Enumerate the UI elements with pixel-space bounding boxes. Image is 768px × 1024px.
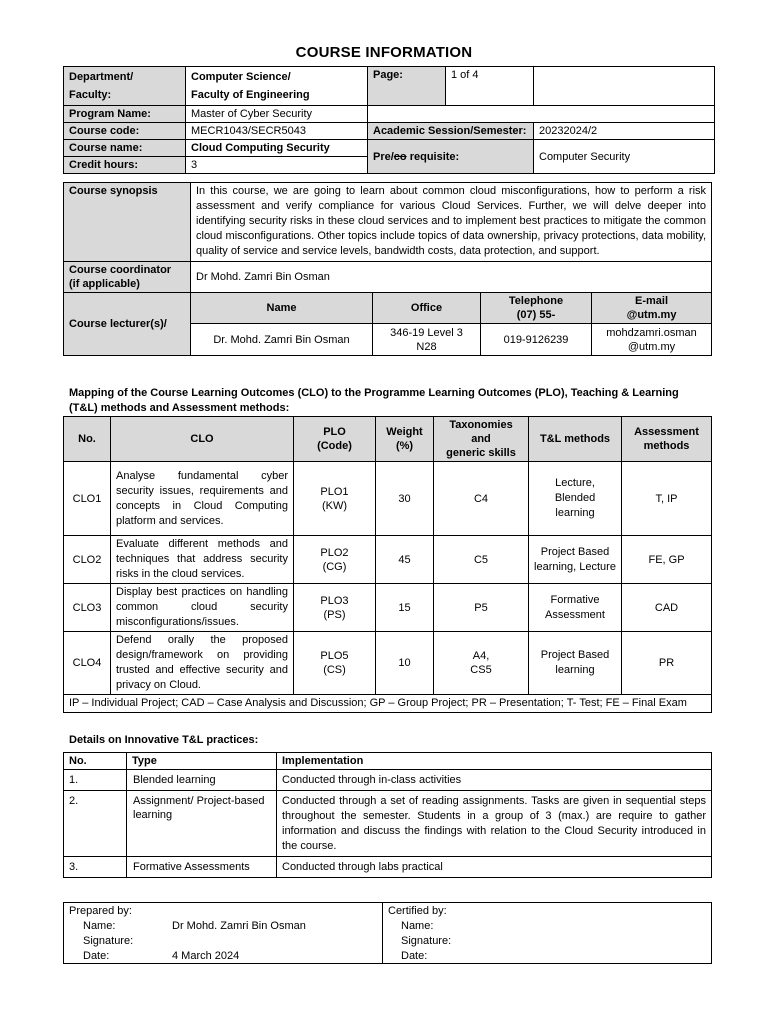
innovative-row xyxy=(64,791,712,857)
clo-mapping-table xyxy=(63,416,712,713)
clo-text: Display best practices on handling common cloud security misconfigurations/issues. xyxy=(111,584,294,632)
lecturer-col-office: Office xyxy=(373,293,481,324)
prepared-label: Prepared by: xyxy=(69,905,132,917)
certified-date-label: Date: xyxy=(401,950,428,962)
lecturer-name: Dr. Mohd. Zamri Bin Osman xyxy=(191,324,373,356)
clo-assessment: FE, GP xyxy=(622,536,712,584)
clo-taxonomy: P5 xyxy=(434,584,529,632)
prepared-signature-label: Signature: xyxy=(83,935,134,947)
inno-col-implementation: Implementation xyxy=(277,753,712,770)
clo-no: CLO3 xyxy=(64,584,111,632)
lecturer-email: mohdzamri.osman @utm.my xyxy=(592,324,712,356)
clo-tl-method: Project Based learning, Lecture xyxy=(529,536,622,584)
prepared-name-value: Dr Mohd. Zamri Bin Osman xyxy=(172,920,306,932)
inno-col-no: No. xyxy=(64,753,127,770)
innovative-row xyxy=(64,857,712,878)
inno-implementation: Conducted through a set of reading assignments. Tasks are given in sequential steps throughout the semester. Students in a group of 3 (max.) are require to gather information and discuss the findings with relation to the Cloud Security introduced in the course. xyxy=(277,791,712,857)
certified-label: Certified by: xyxy=(388,905,447,917)
col-weight: Weight (%) xyxy=(376,417,434,462)
clo-assessment: PR xyxy=(622,632,712,695)
course-name-label: Course name: xyxy=(64,140,186,157)
lecturer-col-telephone: Telephone (07) 55- xyxy=(481,293,592,324)
program-label: Program Name: xyxy=(64,106,186,123)
clo-weight: 10 xyxy=(376,632,434,695)
clo-taxonomy: A4, CS5 xyxy=(434,632,529,695)
course-code-label: Course code: xyxy=(64,123,186,140)
clo-row xyxy=(64,462,712,536)
signoff-box xyxy=(63,902,712,964)
inno-col-type: Type xyxy=(127,753,277,770)
clo-no: CLO2 xyxy=(64,536,111,584)
clo-assessment: T, IP xyxy=(622,462,712,536)
coordinator-value: Dr Mohd. Zamri Bin Osman xyxy=(191,262,712,293)
lecturer-col-name: Name xyxy=(191,293,373,324)
col-no: No. xyxy=(64,417,111,462)
col-taxonomies: Taxonomies and generic skills xyxy=(434,417,529,462)
clo-weight: 15 xyxy=(376,584,434,632)
clo-row xyxy=(64,584,712,632)
course-code-value: MECR1043/SECR5043 xyxy=(186,123,368,140)
assessment-legend: IP – Individual Project; CAD – Case Analysis and Discussion; GP – Group Project; PR – Presentation; T- Test; FE – Final Exam xyxy=(64,695,712,713)
inno-no: 2. xyxy=(64,791,127,857)
credit-hours-value: 3 xyxy=(186,157,368,174)
synopsis-text: In this course, we are going to learn about common cloud misconfigurations, how to perform a risk assessment and verify compliance for various Cloud Services. Further, we will delve deeper into identifying security risks in these cloud services and to implement best practices to mitigate the common cloud misconfigurations. Other topics include topics of data ownership, privacy protections, data mobility, quality of service and service levels, bandwidth costs, data protection, and support. xyxy=(191,183,712,262)
prerequisite-value: Computer Security xyxy=(534,140,715,174)
empty-cell xyxy=(368,106,715,123)
lecturer-label: Course lecturer(s)/ xyxy=(64,293,191,356)
clo-taxonomy: C4 xyxy=(434,462,529,536)
prepared-date-value: 4 March 2024 xyxy=(172,950,240,962)
innovative-heading: Details on Innovative T&L practices: xyxy=(69,734,259,746)
col-plo: PLO (Code) xyxy=(294,417,376,462)
clo-plo: PLO1 (KW) xyxy=(294,462,376,536)
lecturer-office: 346-19 Level 3 N28 xyxy=(373,324,481,356)
clo-taxonomy: C5 xyxy=(434,536,529,584)
empty-cell xyxy=(534,67,715,106)
innovative-row xyxy=(64,770,712,791)
credit-hours-label: Credit hours: xyxy=(64,157,186,174)
session-label: Academic Session/Semester: xyxy=(368,123,534,140)
clo-row xyxy=(64,632,712,695)
inno-type: Blended learning xyxy=(127,770,277,791)
page-label: Page: xyxy=(368,67,446,106)
clo-no: CLO1 xyxy=(64,462,111,536)
lecturer-col-email: E-mail @utm.my xyxy=(592,293,712,324)
department-label: Department/ Faculty: xyxy=(64,67,186,106)
department-value: Computer Science/ Faculty of Engineering xyxy=(186,67,368,106)
mapping-heading: Mapping of the Course Learning Outcomes (CLO) to the Programme Learning Outcomes (PLO), Teaching & Learning (T&L) methods and Assessment methods: xyxy=(69,387,679,414)
inno-type: Formative Assessments xyxy=(127,857,277,878)
clo-weight: 45 xyxy=(376,536,434,584)
inno-no: 1. xyxy=(64,770,127,791)
lecturer-telephone: 019-9126239 xyxy=(481,324,592,356)
inno-no: 3. xyxy=(64,857,127,878)
session-value: 20232024/2 xyxy=(534,123,715,140)
clo-plo: PLO3 (PS) xyxy=(294,584,376,632)
clo-row xyxy=(64,536,712,584)
clo-text: Defend orally the proposed design/framework on providing trusted and effective security and privacy on Cloud. xyxy=(111,632,294,695)
course-name-value: Cloud Computing Security xyxy=(186,140,368,157)
clo-weight: 30 xyxy=(376,462,434,536)
prepared-name-label: Name: xyxy=(83,920,116,932)
clo-tl-method: Project Based learning xyxy=(529,632,622,695)
clo-plo: PLO2 (CG) xyxy=(294,536,376,584)
col-clo: CLO xyxy=(111,417,294,462)
certified-name-label: Name: xyxy=(401,920,434,932)
certified-section xyxy=(383,903,711,963)
prepared-date-label: Date: xyxy=(83,950,110,962)
prerequisite-label: Pre/co requisite: xyxy=(368,140,534,174)
clo-text: Analyse fundamental cyber security issues, requirements and concepts in Cloud Computing platform and services. xyxy=(111,462,294,536)
clo-tl-method: Formative Assessment xyxy=(529,584,622,632)
inno-implementation: Conducted through in-class activities xyxy=(277,770,712,791)
inno-type: Assignment/ Project-based learning xyxy=(127,791,277,857)
synopsis-label: Course synopsis xyxy=(64,183,191,262)
col-assessment: Assessment methods xyxy=(622,417,712,462)
inno-implementation: Conducted through labs practical xyxy=(277,857,712,878)
certified-signature-label: Signature: xyxy=(401,935,452,947)
clo-tl-method: Lecture, Blended learning xyxy=(529,462,622,536)
prepared-section xyxy=(64,903,383,963)
page-value: 1 of 4 xyxy=(446,67,534,106)
clo-no: CLO4 xyxy=(64,632,111,695)
page-title: COURSE INFORMATION xyxy=(295,44,473,61)
col-tl-methods: T&L methods xyxy=(529,417,622,462)
coordinator-label: Course coordinator (if applicable) xyxy=(64,262,191,293)
synopsis-table xyxy=(63,182,712,356)
innovative-table xyxy=(63,752,712,878)
clo-assessment: CAD xyxy=(622,584,712,632)
clo-text: Evaluate different methods and techniques that address security risks in the cloud services. xyxy=(111,536,294,584)
clo-plo: PLO5 (CS) xyxy=(294,632,376,695)
program-value: Master of Cyber Security xyxy=(186,106,368,123)
course-info-table xyxy=(63,66,715,174)
